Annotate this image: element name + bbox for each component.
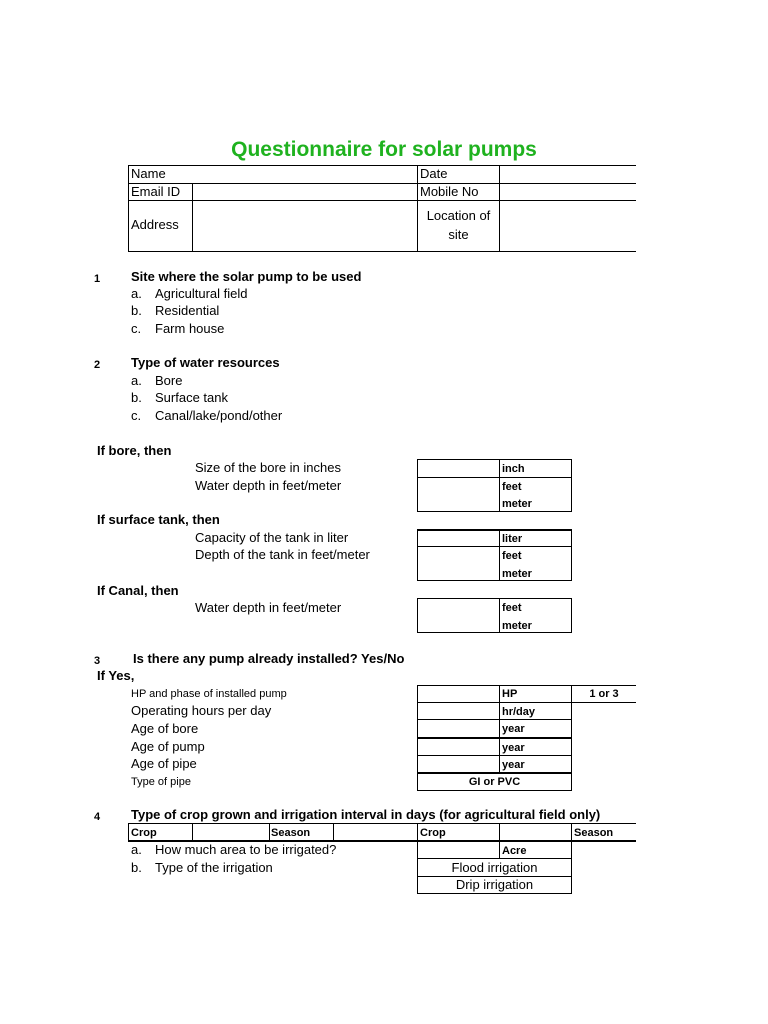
tank-depth-label: Depth of the tank in feet/meter xyxy=(195,547,370,562)
tank-capacity-input[interactable] xyxy=(418,531,499,546)
season-header: Season xyxy=(271,827,311,839)
crop-input-2[interactable] xyxy=(500,824,571,840)
option-canal[interactable]: Canal/lake/pond/other xyxy=(155,408,283,423)
location-field[interactable] xyxy=(500,201,635,250)
option-surface-tank[interactable]: Surface tank xyxy=(155,390,228,405)
location-label-line2: site xyxy=(448,227,469,242)
option-letter: a. xyxy=(131,842,142,857)
date-label: Date xyxy=(420,166,448,181)
option-agricultural-field[interactable]: Agricultural field xyxy=(155,286,248,301)
question-number: 4 xyxy=(94,811,101,823)
age-bore-input[interactable] xyxy=(418,720,499,737)
pipe-type-label: Type of pipe xyxy=(131,776,191,788)
crop-input[interactable] xyxy=(193,824,269,840)
unit-liter: liter xyxy=(502,533,523,545)
unit-meter: meter xyxy=(502,568,532,580)
mobile-label: Mobile No xyxy=(420,184,479,199)
page-title: Questionnaire for solar pumps xyxy=(231,138,537,161)
unit-feet: feet xyxy=(502,481,522,493)
unit-year: year xyxy=(502,759,525,771)
option-residential[interactable]: Residential xyxy=(155,303,220,318)
question-text: Type of crop grown and irrigation interval in days (for agricultural field only) xyxy=(131,807,601,822)
unit-feet: feet xyxy=(502,602,522,614)
option-letter: c. xyxy=(131,321,142,336)
canal-depth-label: Water depth in feet/meter xyxy=(195,600,342,615)
question-text: Site where the solar pump to be used xyxy=(131,269,362,284)
question-number: 2 xyxy=(94,359,101,371)
drip-irrigation-option[interactable]: Drip irrigation xyxy=(455,877,534,892)
unit-year: year xyxy=(502,742,525,754)
irrigation-label: Type of the irrigation xyxy=(155,860,273,875)
age-bore-label: Age of bore xyxy=(131,721,199,736)
unit-inch: inch xyxy=(502,463,525,475)
area-label: How much area to be irrigated? xyxy=(155,842,337,857)
age-pipe-input[interactable] xyxy=(418,756,499,772)
tank-capacity-label: Capacity of the tank in liter xyxy=(195,530,349,545)
bore-depth-label: Water depth in feet/meter xyxy=(195,478,342,493)
bore-size-label: Size of the bore in inches xyxy=(195,460,341,475)
if-yes-label: If Yes, xyxy=(97,668,135,683)
date-field[interactable] xyxy=(500,166,635,182)
question-number: 3 xyxy=(94,655,101,667)
area-input[interactable] xyxy=(418,842,499,858)
address-field[interactable] xyxy=(193,201,416,250)
age-pipe-label: Age of pipe xyxy=(131,756,197,771)
flood-irrigation-option[interactable]: Flood irrigation xyxy=(451,860,538,875)
unit-acre: Acre xyxy=(502,845,527,857)
mobile-field[interactable] xyxy=(500,184,635,199)
option-letter: a. xyxy=(131,373,142,388)
option-letter: b. xyxy=(131,390,142,405)
season-input[interactable] xyxy=(334,824,417,840)
phase-option[interactable]: 1 or 3 xyxy=(589,688,619,700)
question-text: Type of water resources xyxy=(131,355,280,370)
pipe-type-option[interactable]: GI or PVC xyxy=(468,776,521,788)
crop-header: Crop xyxy=(131,827,157,839)
unit-feet: feet xyxy=(502,550,522,562)
age-pump-input[interactable] xyxy=(418,739,499,755)
bore-depth-input[interactable] xyxy=(418,478,499,511)
option-letter: c. xyxy=(131,408,142,423)
unit-hp: HP xyxy=(502,688,518,700)
section-heading: If Canal, then xyxy=(97,583,179,598)
unit-meter: meter xyxy=(502,498,532,510)
email-label: Email ID xyxy=(131,184,181,199)
hours-input[interactable] xyxy=(418,703,499,719)
season-header-2: Season xyxy=(574,827,614,839)
bore-size-input[interactable] xyxy=(418,460,499,477)
name-field[interactable] xyxy=(193,166,416,182)
tank-depth-input[interactable] xyxy=(418,547,499,580)
question-text: Is there any pump already installed? Yes/No xyxy=(133,651,405,666)
section-heading: If bore, then xyxy=(97,443,172,458)
option-letter: a. xyxy=(131,286,142,301)
option-bore[interactable]: Bore xyxy=(155,373,183,388)
email-field[interactable] xyxy=(193,184,416,199)
section-heading: If surface tank, then xyxy=(97,512,220,527)
option-letter: b. xyxy=(131,860,142,875)
unit-year: year xyxy=(502,723,525,735)
question-number: 1 xyxy=(94,273,101,285)
crop-header-2: Crop xyxy=(420,827,446,839)
name-label: Name xyxy=(131,166,166,181)
location-label-line1: Location of xyxy=(426,208,491,223)
hp-label: HP and phase of installed pump xyxy=(131,688,287,700)
hp-input[interactable] xyxy=(418,686,499,702)
unit-hr-day: hr/day xyxy=(502,706,536,718)
hours-label: Operating hours per day xyxy=(131,703,272,718)
age-pump-label: Age of pump xyxy=(131,739,205,754)
canal-depth-input[interactable] xyxy=(418,599,499,632)
unit-meter: meter xyxy=(502,620,532,632)
address-label: Address xyxy=(131,217,179,232)
option-letter: b. xyxy=(131,303,142,318)
option-farm-house[interactable]: Farm house xyxy=(155,321,225,336)
